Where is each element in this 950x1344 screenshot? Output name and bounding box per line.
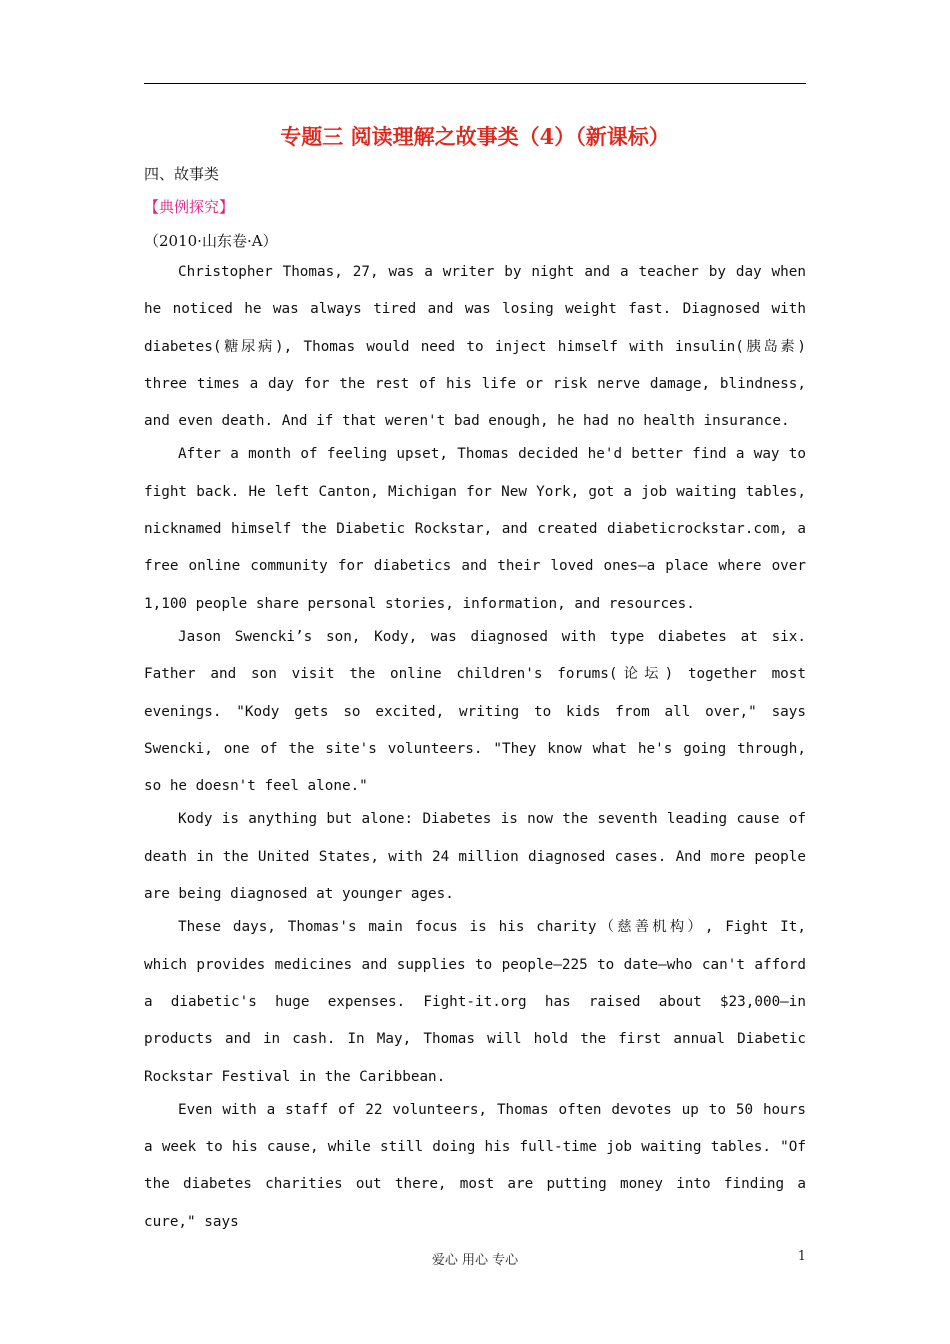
document-title: 专题三 阅读理解之故事类（4）（新课标） — [280, 124, 670, 149]
footer-motto: 爱心 用心 专心 — [431, 1253, 519, 1268]
example-tag: 【典例探究】 — [144, 198, 235, 216]
passage-body — [144, 254, 806, 1237]
paragraph-6: Even with a staff of 22 volunteers, Thomas often devotes up to 50 hours a week to his cause, while still doing his full-time job waiting tables. "Of the diabetes charities out there, most are putting money into finding a cure," says — [144, 1101, 806, 1230]
exam-source: （2010·山东卷·A） — [144, 232, 278, 250]
paragraph-3: Jason Swencki’s son, Kody, was diagnosed with type diabetes at six. Father and son visit the online children's forums(论坛) together most evenings. "Kody gets so excited, writing to kids from all over," says Swencki, one of the site's volunteers. "They know what he's going through, so he doesn't feel alone." — [144, 628, 806, 795]
header-rule — [144, 83, 806, 84]
page-number: 1 — [797, 1249, 806, 1264]
section-heading: 四、故事类 — [144, 165, 220, 183]
paragraph-4: Kody is anything but alone: Diabetes is now the seventh leading cause of death in the United States, with 24 million diagnosed cases. And more people are being diagnosed at younger ages. — [144, 811, 806, 903]
paragraph-5: These days, Thomas's main focus is his charity（慈善机构）, Fight It, which provides medicines and supplies to people—225 to date—who can't afford a diabetic's huge expenses. Fight-it.org has raised about $23,000—in products and in cash. In May, Thomas will hold the first annual Diabetic Rockstar Festival in the Caribbean. — [144, 919, 806, 1085]
paragraph-1: Christopher Thomas, 27, was a writer by night and a teacher by day when he noticed he was always tired and was losing weight fast. Diagnosed with diabetes(糖尿病), Thomas would need to inject himself with insulin(胰岛素) three times a day for the rest of his life or risk nerve damage, blindness, and even death. And if that weren't bad enough, he had no health insurance. — [144, 264, 806, 430]
paragraph-2: After a month of feeling upset, Thomas decided he'd better find a way to fight back. He left Canton, Michigan for New York, got a job waiting tables, nicknamed himself the Diabetic Rockstar, and created diabeticrockstar.com, a free online community for diabetics and their loved ones—a place where over 1,100 people share personal stories, information, and resources. — [144, 446, 806, 612]
